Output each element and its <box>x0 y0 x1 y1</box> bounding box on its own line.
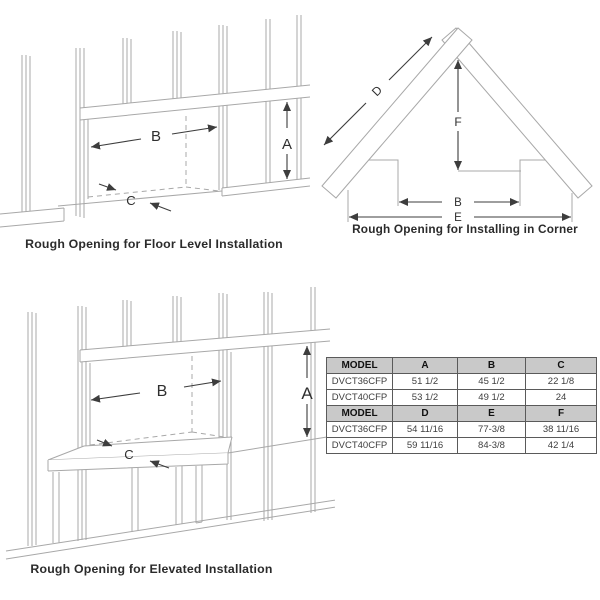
dim-label-d: D <box>368 82 386 100</box>
spec-cell: DVCT36CFP <box>327 422 393 438</box>
wall-framing <box>0 15 310 227</box>
spec-header-cell: MODEL <box>327 358 393 374</box>
spec-cell: 38 11/16 <box>526 422 597 438</box>
spec-cell: 51 1/2 <box>393 374 458 390</box>
spec-row <box>327 438 597 454</box>
spec-cell: 84-3/8 <box>458 438 526 454</box>
spec-cell: 24 <box>526 390 597 406</box>
spec-cell: DVCT36CFP <box>327 374 393 390</box>
dim-label-b: B <box>156 383 168 400</box>
dim-arrow-b <box>91 127 217 147</box>
dim-arrow-b <box>91 381 221 400</box>
spec-cell: 54 11/16 <box>393 422 458 438</box>
elevated-diagram <box>0 283 335 560</box>
wall-framing <box>6 287 335 559</box>
spec-cell: 49 1/2 <box>458 390 526 406</box>
spec-cell: 53 1/2 <box>393 390 458 406</box>
caption-floor-level: Rough Opening for Floor Level Installation <box>25 237 283 251</box>
spec-row <box>327 374 597 390</box>
spec-header-cell: MODEL <box>327 406 393 422</box>
dim-label-b: B <box>150 128 162 145</box>
spec-header-row <box>327 358 597 374</box>
dim-label-a: A <box>281 136 293 153</box>
corner-diagram <box>310 10 600 222</box>
spec-header-cell: F <box>526 406 597 422</box>
dim-label-c: C <box>126 193 136 208</box>
spec-cell: DVCT40CFP <box>327 438 393 454</box>
spec-header-cell: B <box>458 358 526 374</box>
spec-header-cell: E <box>458 406 526 422</box>
spec-row <box>327 390 597 406</box>
spec-cell: 22 1/8 <box>526 374 597 390</box>
dim-arrow-a <box>282 102 292 179</box>
spec-header-cell: A <box>393 358 458 374</box>
dim-arrow-c <box>99 184 171 211</box>
spec-header-row <box>327 406 597 422</box>
dim-label-b: B <box>454 197 462 209</box>
spec-cell: 42 1/4 <box>526 438 597 454</box>
dim-label-c: C <box>124 447 134 462</box>
spec-cell: DVCT40CFP <box>327 390 393 406</box>
spec-header-cell: C <box>526 358 597 374</box>
dim-arrow-f <box>454 60 461 170</box>
dim-arrow-e <box>349 212 571 222</box>
caption-elevated: Rough Opening for Elevated Installation <box>30 562 273 576</box>
spec-cell: 59 11/16 <box>393 438 458 454</box>
spec-table <box>326 357 597 454</box>
spec-cell: 45 1/2 <box>458 374 526 390</box>
spec-header-cell: D <box>393 406 458 422</box>
hidden-lines <box>90 356 224 445</box>
spec-row <box>327 422 597 438</box>
dim-label-f: F <box>454 115 462 129</box>
spec-cell: 77-3/8 <box>458 422 526 438</box>
dim-arrow-a <box>301 346 313 437</box>
dim-label-a: A <box>301 384 313 403</box>
dim-arrow-b <box>399 197 519 209</box>
floor-level-diagram <box>0 0 310 255</box>
caption-corner: Rough Opening for Installing in Corner <box>352 222 578 236</box>
dim-label-e: E <box>454 212 462 222</box>
